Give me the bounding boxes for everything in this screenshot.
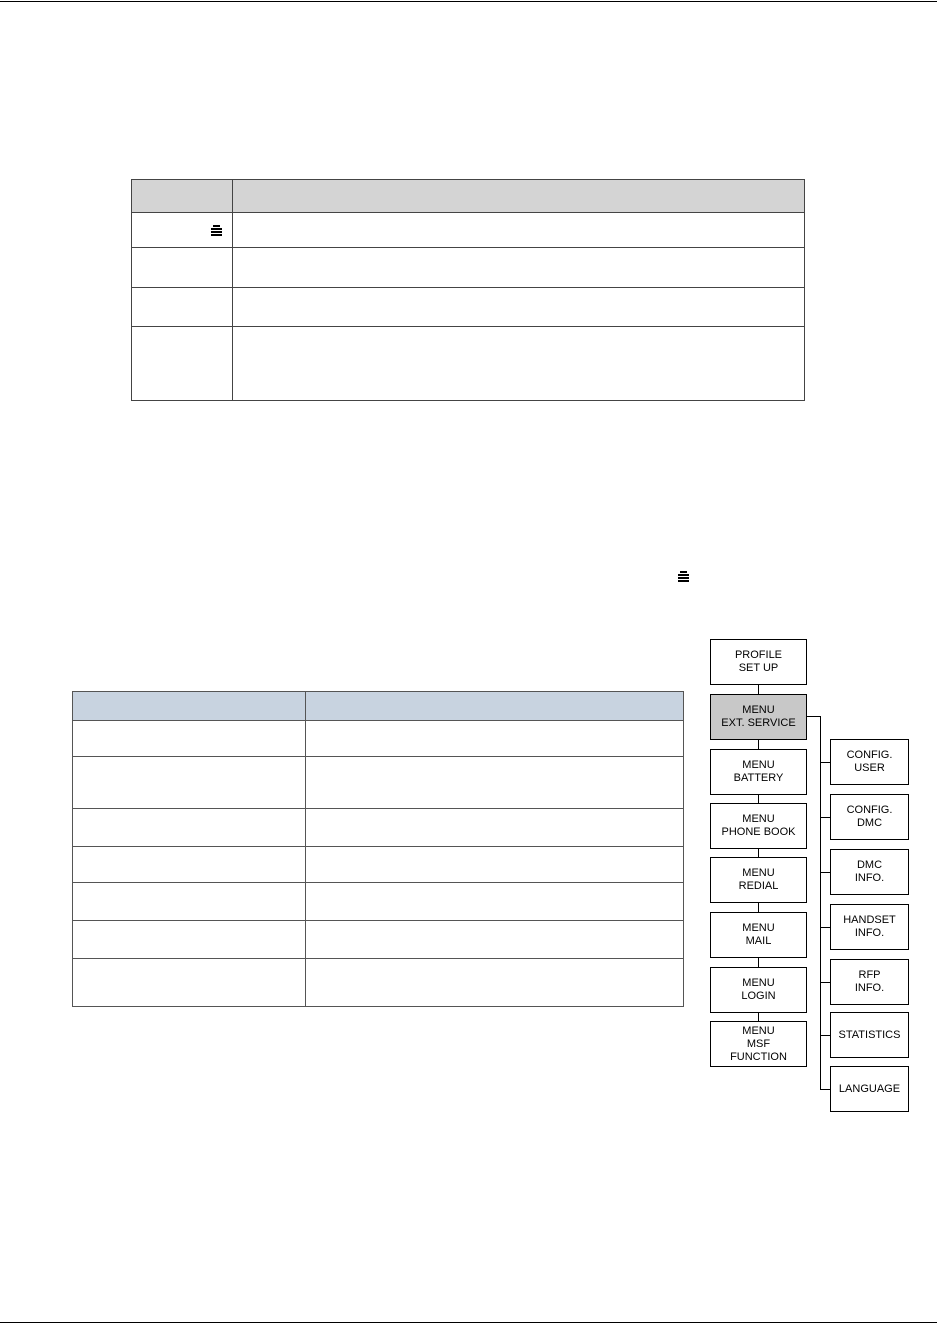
table2-left-cell	[73, 721, 306, 757]
sub-tick-line	[820, 982, 830, 983]
table1-key-cell	[132, 288, 233, 327]
sub-tick-line	[820, 927, 830, 928]
menu-node-msf-function: MENU MSF FUNCTION	[710, 1021, 807, 1067]
table2-left-cell	[73, 809, 306, 847]
table2-left-cell	[73, 883, 306, 921]
table2-left-cell	[73, 959, 306, 1007]
table-row	[132, 248, 805, 288]
bottom-rule	[0, 1322, 937, 1323]
sub-connector-line	[820, 716, 821, 1089]
submenu-node-language: LANGUAGE	[830, 1066, 909, 1112]
table2-left-cell	[73, 921, 306, 959]
table-row	[132, 213, 805, 248]
table1-header-description	[233, 180, 805, 213]
table-row	[73, 883, 684, 921]
branch-connector-line	[807, 716, 820, 717]
table-row	[73, 721, 684, 757]
menu-node-mail: MENU MAIL	[710, 912, 807, 958]
menu-node-profile-setup: PROFILE SET UP	[710, 639, 807, 685]
key-description-table	[131, 179, 805, 401]
table1-header-key	[132, 180, 233, 213]
menu-node-battery: MENU BATTERY	[710, 749, 807, 795]
table-row	[73, 921, 684, 959]
menu-description-table	[72, 691, 684, 1007]
submenu-node-dmc-info: DMC INFO.	[830, 849, 909, 895]
table2-header-right	[306, 692, 684, 721]
menu-node-redial: MENU REDIAL	[710, 857, 807, 903]
menu-node-ext-service: MENU EXT. SERVICE	[710, 694, 807, 740]
table2-right-cell	[306, 809, 684, 847]
sub-tick-line	[820, 1089, 830, 1090]
top-rule	[0, 1, 937, 2]
sub-tick-line	[820, 1035, 830, 1036]
table1-value-cell	[233, 213, 805, 248]
table1-value-cell	[233, 248, 805, 288]
sub-tick-line	[820, 817, 830, 818]
menu-lines-icon	[211, 225, 222, 237]
table2-header-left	[73, 692, 306, 721]
table2-right-cell	[306, 721, 684, 757]
table-row	[73, 757, 684, 809]
table2-left-cell	[73, 847, 306, 883]
menu-node-login: MENU LOGIN	[710, 967, 807, 1013]
table-row	[73, 847, 684, 883]
table1-key-cell	[132, 213, 233, 248]
sub-tick-line	[820, 762, 830, 763]
table1-key-cell	[132, 327, 233, 401]
table1-value-cell	[233, 327, 805, 401]
table-row	[73, 809, 684, 847]
table-row	[132, 288, 805, 327]
menu-lines-icon	[678, 571, 689, 583]
table2-right-cell	[306, 847, 684, 883]
submenu-node-config-dmc: CONFIG. DMC	[830, 794, 909, 840]
table-row	[73, 959, 684, 1007]
submenu-node-statistics: STATISTICS	[830, 1012, 909, 1058]
menu-node-phone-book: MENU PHONE BOOK	[710, 803, 807, 849]
table2-right-cell	[306, 757, 684, 809]
submenu-node-handset-info: HANDSET INFO.	[830, 904, 909, 950]
submenu-node-config-user: CONFIG. USER	[830, 739, 909, 785]
table-row	[132, 327, 805, 401]
submenu-node-rfp-info: RFP INFO.	[830, 959, 909, 1005]
table2-right-cell	[306, 883, 684, 921]
table1-value-cell	[233, 288, 805, 327]
table2-left-cell	[73, 757, 306, 809]
table2-right-cell	[306, 959, 684, 1007]
table2-right-cell	[306, 921, 684, 959]
sub-tick-line	[820, 872, 830, 873]
table1-key-cell	[132, 248, 233, 288]
